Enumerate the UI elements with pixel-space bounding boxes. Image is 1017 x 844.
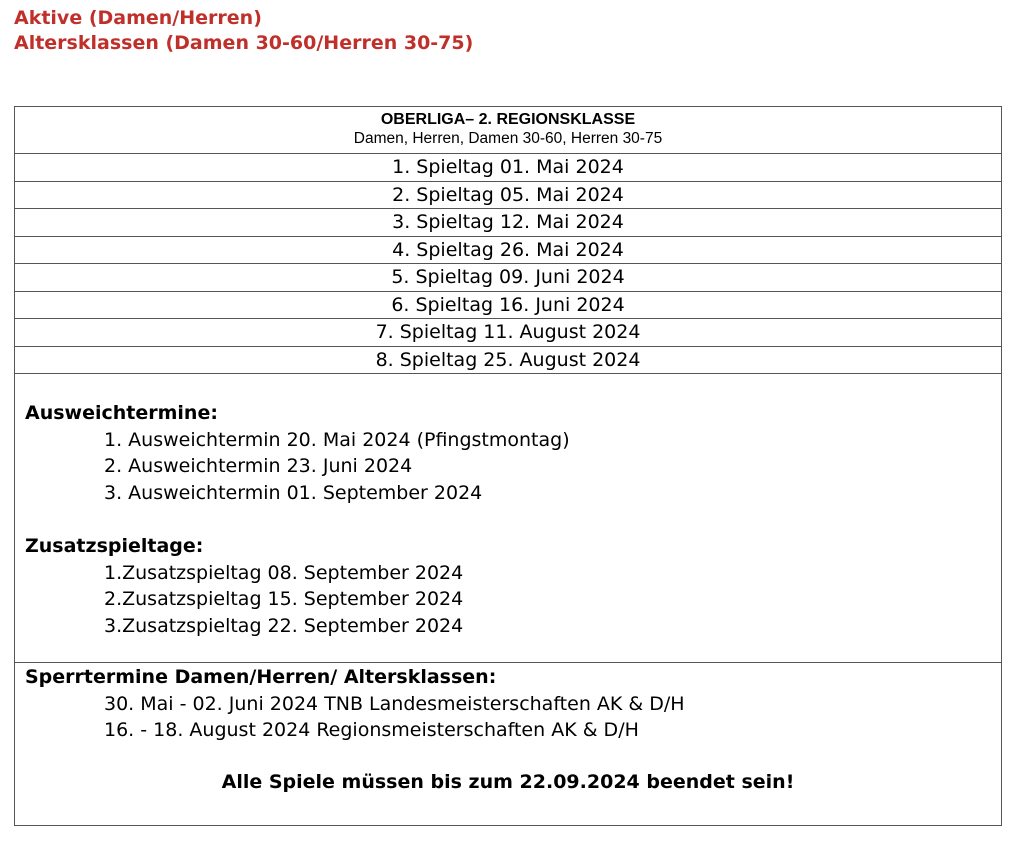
matchday-row: 6. Spieltag 16. Juni 2024 <box>15 292 1001 320</box>
alternate-date-item: 1. Ausweichtermin 20. Mai 2024 (Pfingstmontag) <box>104 428 570 451</box>
extra-matchday-item: 2.Zusatzspieltag 15. September 2024 <box>104 588 464 610</box>
extra-matchdays-heading: Zusatzspieltage: <box>25 535 204 557</box>
matchday-row: 2. Spieltag 05. Mai 2024 <box>15 182 1001 210</box>
alternate-date-item: 2. Ausweichtermin 23. Juni 2024 <box>104 455 413 477</box>
league-title: OBERLIGA– 2. REGIONSKLASSE <box>380 111 636 128</box>
matchday-row: 4. Spieltag 26. Mai 2024 <box>15 237 1001 265</box>
alternate-date-item: 3. Ausweichtermin 01. September 2024 <box>104 481 483 504</box>
alternate-dates-section <box>25 400 570 506</box>
blocked-date-item: 30. Mai - 02. Juni 2024 TNB Landesmeisterschaften AK & D/H <box>104 692 685 715</box>
blocked-dates-section <box>25 664 685 744</box>
matchday-row: 8. Spieltag 25. August 2024 <box>15 347 1001 375</box>
matchday-row: 3. Spieltag 12. Mai 2024 <box>15 209 1001 237</box>
heading-category: Aktive (Damen/Herren) <box>14 7 262 29</box>
deadline-note: Alle Spiele müssen bis zum 22.09.2024 beendet sein! <box>221 771 795 793</box>
schedule-table <box>14 106 1002 826</box>
section-divider <box>15 662 1001 663</box>
matchday-row: 5. Spieltag 09. Juni 2024 <box>15 264 1001 292</box>
league-subtitle: Damen, Herren, Damen 30-60, Herren 30-75 <box>353 130 663 147</box>
matchday-row: 7. Spieltag 11. August 2024 <box>15 319 1001 347</box>
blocked-dates-heading: Sperrtermine Damen/Herren/ Altersklassen: <box>25 666 497 688</box>
heading-age-classes: Altersklassen (Damen 30-60/Herren 30-75) <box>14 32 474 54</box>
matchday-row: 1. Spieltag 01. Mai 2024 <box>15 154 1001 182</box>
table-title-cell <box>15 107 1001 154</box>
alternate-dates-heading: Ausweichtermine: <box>25 402 218 424</box>
extra-matchday-item: 3.Zusatzspieltag 22. September 2024 <box>104 614 464 637</box>
extra-matchdays-section <box>25 533 463 639</box>
extra-matchday-item: 1.Zusatzspieltag 08. September 2024 <box>104 561 464 584</box>
blocked-date-item: 16. - 18. August 2024 Regionsmeisterschaften AK & D/H <box>104 719 639 741</box>
